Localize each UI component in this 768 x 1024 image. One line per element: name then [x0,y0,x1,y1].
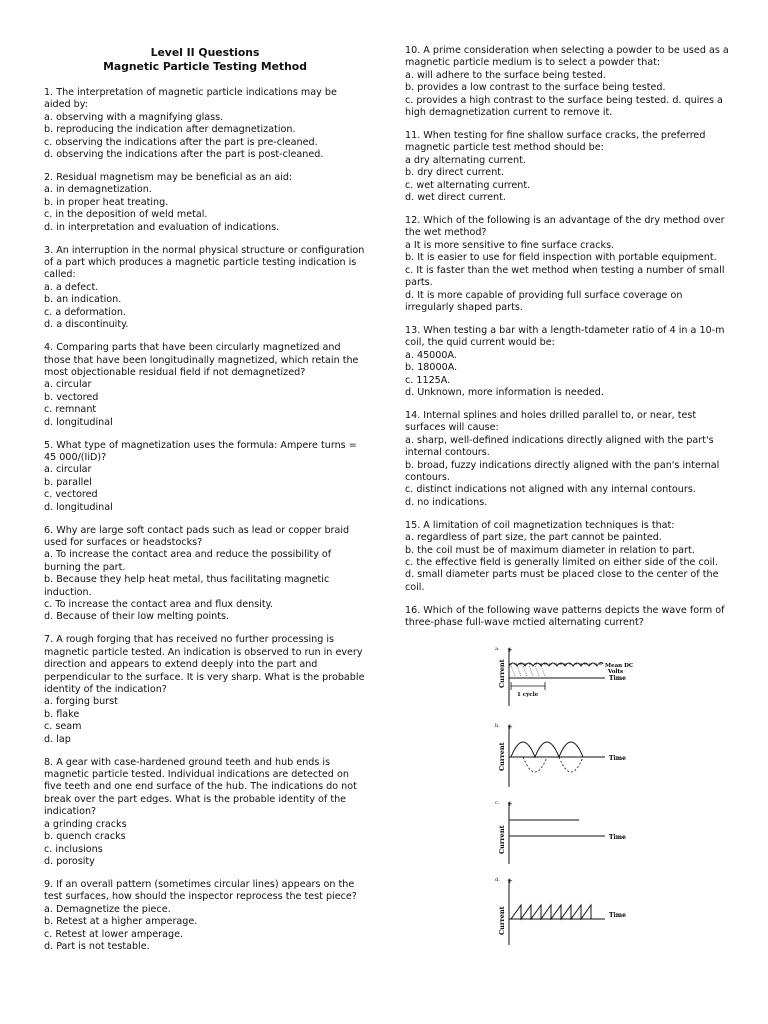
waveform-diagram-c [493,798,643,868]
option-b: b. flake [44,708,80,720]
question-8 [44,757,366,869]
question-stem: 5. What type of magnetization uses the formula: Ampere turns = 45 000/(IiD)? [44,439,357,463]
time-label: Time [609,754,626,762]
option-a: a. To increase the contact area and reduce the possibility of burning the part. [44,549,332,573]
right-column [405,45,731,954]
question-16 [405,605,731,630]
option-b: b. an indication. [44,294,122,306]
option-c: c. provides a high contrast to the surface being tested. d. quires a high demagnetization current to remove it. [405,94,723,119]
option-a: a. regardless of part size, the part cannot be painted. [405,532,662,544]
option-d: d. a discontinuity. [44,319,129,331]
option-c: c. remnant [44,404,97,416]
time-label: Time [609,833,626,841]
question-2 [44,172,366,234]
option-a: a. sharp, well-defined indications directly aligned with the part's internal contours. [405,434,714,459]
option-a: a. will adhere to the surface being tested. [405,69,606,81]
option-a: a. circular [44,464,92,476]
option-a: a. observing with a magnifying glass. [44,111,224,123]
option-a: a dry alternating current. [405,154,526,166]
option-b: b. provides a low contrast to the surface being tested. [405,82,666,94]
option-d: d. Part is not testable. [44,940,150,952]
title-line-2: Magnetic Particle Testing Method [103,59,307,73]
option-d: d. longitudinal [44,501,113,513]
option-d: d. lap [44,733,71,745]
option-b: b. Retest at a higher amperage. [44,916,198,928]
option-b: b. the coil must be of maximum diameter in relation to part. [405,544,695,556]
diagram-letter: b. [495,722,500,729]
diagram-letter: c. [495,799,500,806]
mean-dc-label-line1: Mean DC [605,662,634,669]
y-axis-label: Current [498,906,506,935]
question-15 [405,520,731,594]
option-d: d. no indications. [405,496,488,508]
waveform-diagrams [493,644,731,947]
y-axis-plus: + [507,876,513,885]
option-c: c. a deformation. [44,306,126,318]
option-b: b. Because they help heat metal, thus facilitating magnetic induction. [44,574,330,598]
question-stem: 8. A gear with case-hardened ground teeth and hub ends is magnetic particle tested. Individual indications are detected on five teeth and one end surface of the hub. The indications do not break over the part edges. What is the probable identity of the indication? [44,756,357,818]
option-c: c. observing the indications after the part is pre-cleaned. [44,136,318,148]
left-column [44,46,366,964]
question-9 [44,879,366,953]
option-c: c. It is faster than the wet method when testing a number of small parts. [405,264,725,289]
option-b: b. broad, fuzzy indications directly aligned with the pan's internal contours. [405,459,720,483]
diagram-letter: d. [495,876,500,883]
time-label: Time [609,911,626,919]
y-axis-label: Current [498,742,506,771]
question-stem: 6. Why are large soft contact pads such as lead or copper braid used for surfaces or headstocks? [44,524,350,548]
option-b: b. quench cracks [44,831,126,843]
question-12 [405,215,731,314]
question-stem: 3. An interruption in the normal physical structure or configuration of a part which produces a magnetic particle testing indication is called: [44,244,365,281]
question-stem: 1. The interpretation of magnetic particle indications may be aided by: [44,87,337,111]
option-a: a. a defect. [44,281,99,293]
option-d: d. Because of their low melting points. [44,611,230,623]
option-c: c. distinct indications not aligned with any internal contours. [405,484,696,496]
option-c: c. Retest at lower amperage. [44,928,184,940]
option-c: c. the effective field is generally limited on either side of the coil. [405,557,719,568]
option-a: a. forging burst [44,696,118,708]
option-b: b. vectored [44,391,99,403]
question-11 [405,130,731,204]
question-1 [44,87,366,161]
option-d: d. in interpretation and evaluation of indications. [44,221,280,233]
option-d: d. porosity [44,855,95,867]
question-stem: 15. A limitation of coil magnetization techniques is that: [405,519,675,531]
question-stem: 10. A prime consideration when selecting a powder to be used as a magnetic particle medium is to select a powder that: [405,45,729,69]
question-13 [405,325,731,399]
question-7 [44,634,366,746]
option-c: c. inclusions [44,843,103,855]
question-stem: 13. When testing a bar with a length-tdameter ratio of 4 in a 10-m coil, the quid current would be: [405,324,725,349]
y-axis-plus: + [507,722,513,731]
option-d: d. Unknown, more information is needed. [405,386,604,398]
option-d: d. It is more capable of providing full surface coverage on irregularly shaped parts. [405,289,683,313]
y-axis-plus: + [507,645,513,654]
title-line-1: Level II Questions [150,46,260,59]
option-b: b. It is easier to use for field inspection with portable equipment. [405,252,717,264]
diagram-letter: a. [495,645,500,652]
document-title [44,46,366,73]
question-stem: 4. Comparing parts that have been circularly magnetized and those that have been longitudinally magnetized, which retain the most objectionable residual field if not demagnetized? [44,342,359,378]
y-axis-plus: + [507,799,513,808]
phase-shading [511,666,545,676]
option-b: b. reproducing the indication after demagnetization. [44,124,296,136]
question-14 [405,410,731,509]
rectified-ac-waveform [511,742,583,757]
option-b: b. 18000A. [405,362,458,374]
option-a: a. circular [44,379,92,391]
option-a: a It is more sensitive to fine surface cracks. [405,239,615,251]
option-c: c. wet alternating current. [405,179,531,191]
option-d: d. wet direct current. [405,192,506,204]
waveform-diagram-b [493,721,643,791]
question-stem: 16. Which of the following wave patterns depicts the wave form of three-phase full-wave mctied alternating current? [405,604,725,629]
option-d: d. longitudinal [44,416,113,428]
question-10 [405,45,731,119]
question-4 [44,342,366,429]
question-stem: 7. A rough forging that has received no further processing is magnetic particle tested. An indication is observed to run in every direction and appears to extend deeply into the part and perpendicular to the surface. It is very sharp. What is the probable identity of the indication? [44,634,365,696]
option-a: a. 45000A. [405,349,457,361]
negative-half-dashed [523,757,583,772]
option-b: b. dry direct current. [405,167,505,179]
question-stem: 12. Which of the following is an advantage of the dry method over the wet method? [405,215,725,239]
option-c: c. 1125A. [405,374,451,386]
question-stem: 2. Residual magnetism may be beneficial as an aid: [44,172,293,184]
option-a: a. in demagnetization. [44,184,152,196]
option-c: c. in the deposition of weld metal. [44,209,208,221]
time-label: Time [609,674,626,682]
option-b: b. in proper heat treating. [44,196,169,208]
option-c: c. seam [44,721,82,733]
y-axis-label: Current [498,825,506,854]
option-a: a. Demagnetize the piece. [44,903,171,915]
option-c: c. vectored [44,489,98,501]
question-stem: 14. Internal splines and holes drilled parallel to, or near, test surfaces will cause: [405,409,697,434]
option-d: d. small diameter parts must be placed close to the center of the coil. [405,569,719,593]
cycle-label: 1 cycle [517,691,539,698]
question-stem: 9. If an overall pattern (sometimes circular lines) appears on the test surfaces, how should the inspector reprocess the test piece? [44,878,357,903]
mean-dc-label-line2: Volts [608,668,624,675]
question-stem: 11. When testing for fine shallow surface cracks, the preferred magnetic particle test method should be: [405,130,706,154]
option-d: d. observing the indications after the part is post-cleaned. [44,149,324,161]
question-3 [44,245,366,332]
option-b: b. parallel [44,476,92,488]
sawtooth-waveform [511,905,591,919]
question-5 [44,440,366,514]
question-6 [44,525,366,624]
option-c: c. To increase the contact area and flux density. [44,599,274,610]
option-a: a grinding cracks [44,818,127,830]
waveform-diagram-a [493,644,643,714]
y-axis-label: Current [498,659,506,688]
waveform-diagram-d [493,875,643,947]
rippled-dc-waveform [509,662,603,666]
